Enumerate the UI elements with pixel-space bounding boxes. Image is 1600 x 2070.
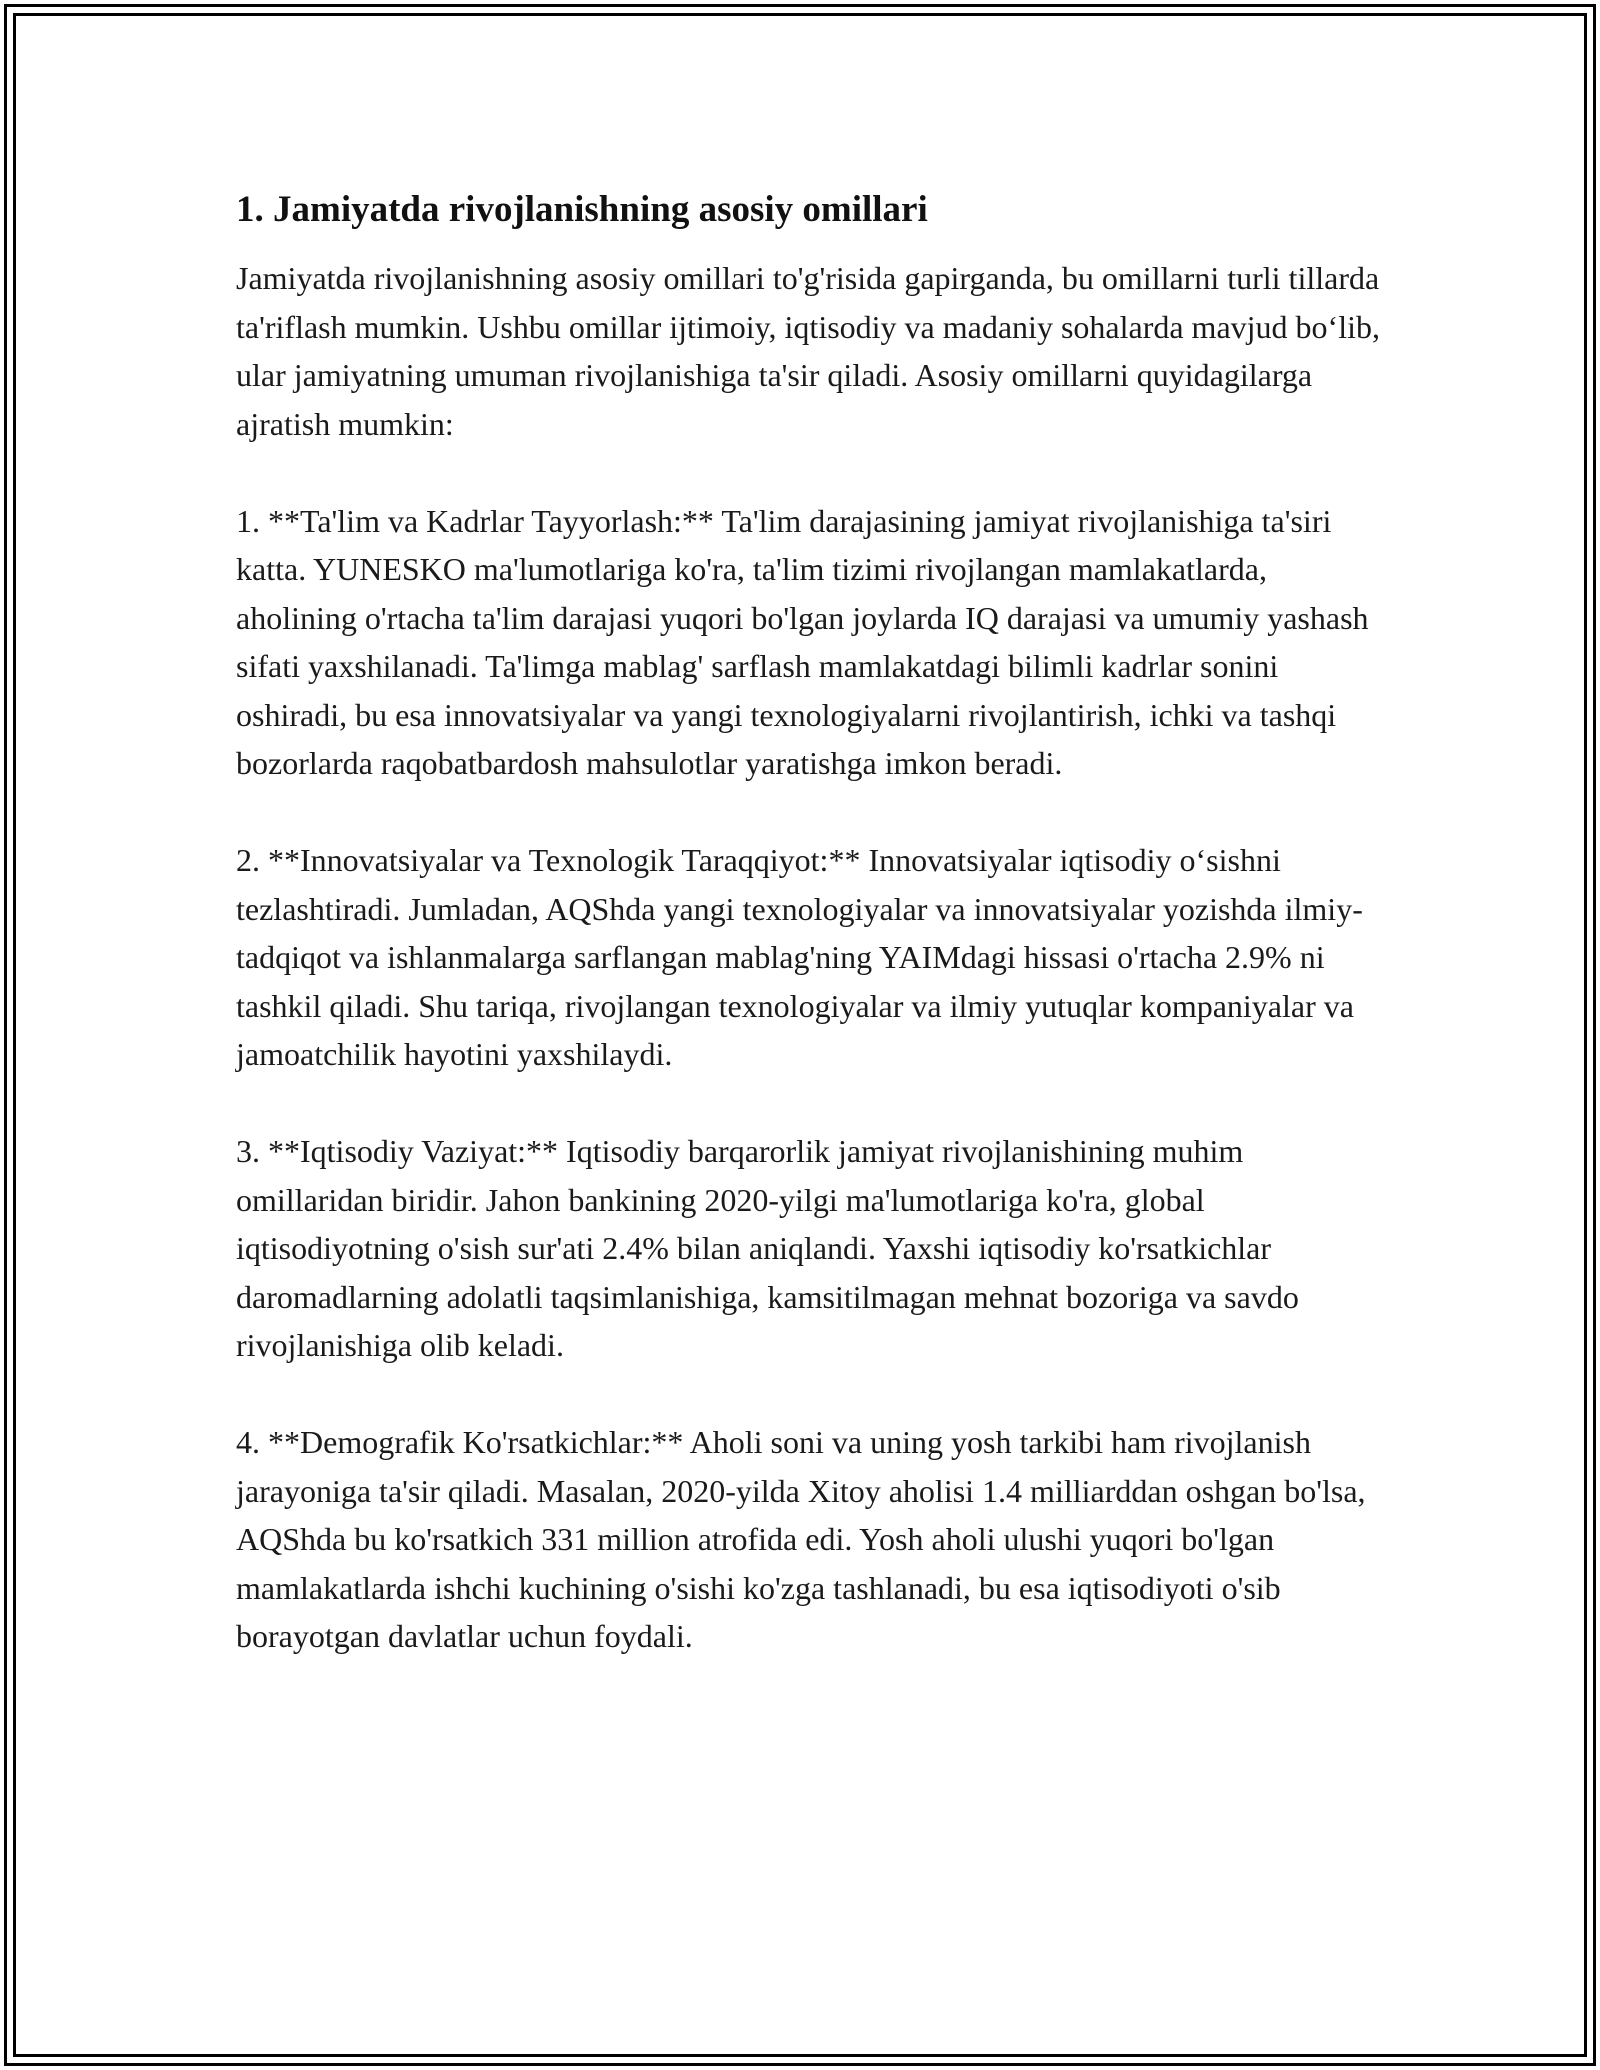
document-title: 1. Jamiyatda rivojlanishning asosiy omillari bbox=[236, 189, 928, 230]
paragraph-demography: 4. **Demografik Ko'rsatkichlar:** Aholi soni va uning yosh tarkibi ham rivojlanish jarayoniga ta'sir qiladi. Masalan, 2020-yilda Xitoy aholisi 1.4 milliarddan oshgan bo'lsa, AQShda bu ko'rsatkich 331 million atrofida edi. Yosh aholi ulushi yuqori bo'lgan mamlakatlarda ishchi kuchining o'sishi ko'zga tashlanadi, bu esa iqtisodiyoti o'sib borayotgan davlatlar uchun foydali. bbox=[236, 1424, 1366, 1654]
paragraph-innovation: 2. **Innovatsiyalar va Texnologik Taraqqiyot:** Innovatsiyalar iqtisodiy o‘sishni tezlashtiradi. Jumladan, AQShda yangi texnologiyalar va innovatsiyalar yozishda ilmiy-tadqiqot va ishlanmalarga sarflangan mablag'ning YAIMdagi hissasi o'rtacha 2.9% ni tashkil qiladi. Shu tariqa, rivojlangan texnologiyalar va ilmiy yutuqlar kompaniyalar va jamoatchilik hayotini yaxshilaydi. bbox=[236, 842, 1363, 1072]
intro-paragraph: Jamiyatda rivojlanishning asosiy omillari to'g'risida gapirganda, bu omillarni turli tillarda ta'riflash mumkin. Ushbu omillar ijtimoiy, iqtisodiy va madaniy sohalarda mavjud bo‘lib, ular jamiyatning umuman rivojlanishiga ta'sir qiladi. Asosiy omillarni quyidagilarga ajratish mumkin: bbox=[236, 260, 1380, 442]
paragraph-education: 1. **Ta'lim va Kadrlar Tayyorlash:** Ta'lim darajasining jamiyat rivojlanishiga ta'siri katta. YUNESKO ma'lumotlariga ko'ra, ta'lim tizimi rivojlangan mamlakatlarda, aholining o'rtacha ta'lim darajasi yuqori bo'lgan joylarda IQ darajasi va umumiy yashash sifati yaxshilanadi. Ta'limga mablag' sarflash mamlakatdagi bilimli kadrlar sonini oshiradi, bu esa innovatsiyalar va yangi texnologiyalarni rivojlantirish, ichki va tashqi bozorlarda raqobatbardosh mahsulotlar yaratishga imkon beradi. bbox=[236, 502, 1369, 781]
paragraph-economy: 3. **Iqtisodiy Vaziyat:** Iqtisodiy barqarorlik jamiyat rivojlanishining muhim omillaridan biridir. Jahon bankining 2020-yilgi ma'lumotlariga ko'ra, global iqtisodiyotning o'sish sur'ati 2.4% bilan aniqlandi. Yaxshi iqtisodiy ko'rsatkichlar daromadlarning adolatli taqsimlanishiga, kamsitilmagan mehnat bozoriga va savdo rivojlanishiga olib keladi. bbox=[236, 1133, 1299, 1363]
document-body bbox=[236, 186, 1386, 1709]
